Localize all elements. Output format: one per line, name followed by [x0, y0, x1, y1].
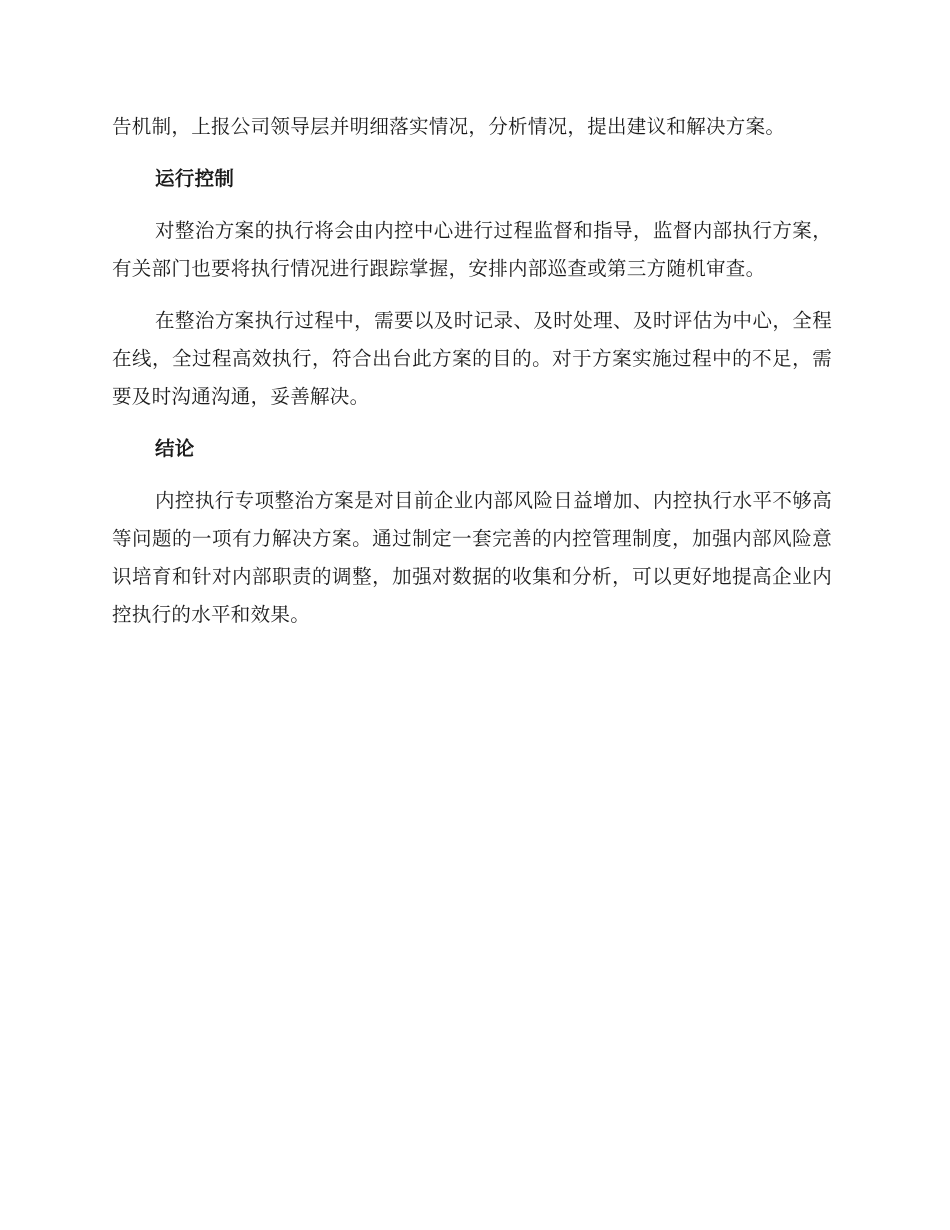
paragraph-continuation: 告机制，上报公司领导层并明细落实情况，分析情况，提出建议和解决方案。 [112, 115, 786, 138]
document-body [112, 108, 832, 634]
paragraph-conclusion: 内控执行专项整治方案是对目前企业内部风险日益增加、内控执行水平不够高等问题的一项有力解决方案。通过制定一套完善的内控管理制度，加强内部风险意识培育和针对内部职责的调整，加强对数据的收集和分析，可以更好地提高企业内控执行的水平和效果。 [112, 489, 832, 626]
section-heading-operation-control: 运行控制 [155, 167, 235, 190]
section-heading-conclusion: 结论 [155, 437, 195, 460]
paragraph-execution-process: 在整治方案执行过程中，需要以及时记录、及时处理、及时评估为中心，全程在线，全过程高效执行，符合出台此方案的目的。对于方案实施过程中的不足，需要及时沟通沟通，妥善解决。 [112, 309, 832, 408]
paragraph-supervision: 对整治方案的执行将会由内控中心进行过程监督和指导，监督内部执行方案，有关部门也要将执行情况进行跟踪掌握，安排内部巡查或第三方随机审查。 [112, 219, 832, 280]
